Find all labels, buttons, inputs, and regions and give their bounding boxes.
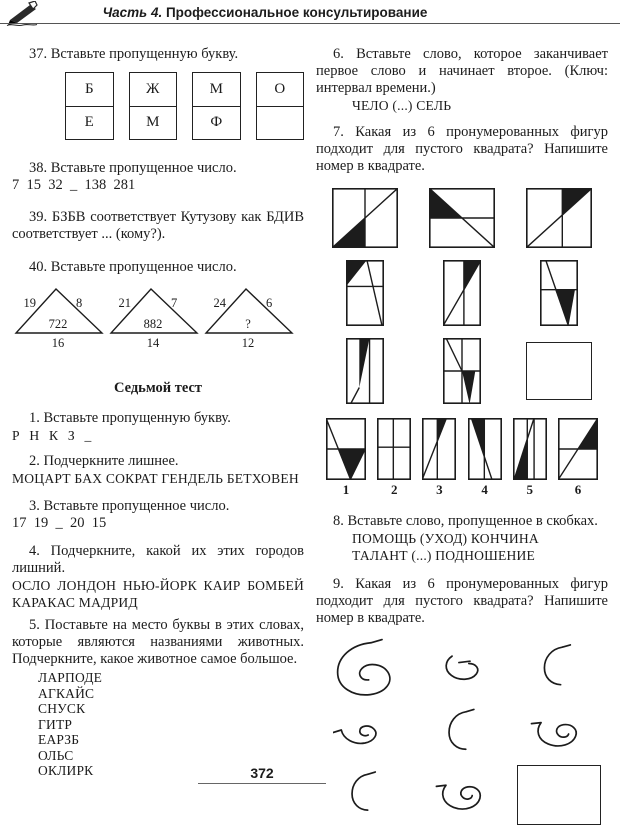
spiral-figure: [430, 768, 494, 822]
triangle-row: [14, 283, 304, 351]
puzzle-figure: [513, 418, 547, 480]
answer-figure: [326, 418, 366, 497]
domino-bottom-letter: М: [130, 106, 177, 140]
spiral-grid-cell: [527, 707, 591, 759]
question-6-words: ЧЕЛО (...) СЕЛЬ: [352, 98, 452, 113]
puzzle-grid-q7: [316, 188, 608, 404]
domino-top-letter: О: [274, 80, 286, 97]
question-6: 6. Вставьте слово, которое заканчивает первое слово и начинает второе. (Ключ: интервал времени.): [316, 46, 608, 96]
spiral-figure: [532, 641, 586, 697]
domino-box: [192, 72, 241, 140]
animal-word: ОЛЬС: [38, 747, 74, 763]
puzzle-figure: [443, 338, 481, 404]
empty-answer-square: [526, 342, 592, 400]
domino-row: [65, 72, 304, 140]
question-4-options: ОСЛО ЛОНДОН НЬЮ-ЙОРК КАИР БОМБЕЙ КАРАКАС МАДРИД: [12, 578, 304, 610]
chapter-title: Профессиональное консультирование: [165, 5, 428, 20]
puzzle-figure: [422, 418, 456, 480]
domino-box: [256, 72, 305, 140]
animal-word: ОКЛИРК: [38, 763, 94, 778]
question-38: 38. Вставьте пропущенное число.: [29, 160, 237, 176]
animal-word: ЛАРПОДЕ: [38, 670, 103, 685]
puzzle-grid-cell: [443, 260, 481, 326]
svg-text:24: 24: [213, 296, 226, 310]
question-8: 8. Вставьте слово, пропущенное в скобках.: [333, 513, 598, 529]
puzzle-figure: [346, 260, 384, 326]
puzzle-figure: [377, 418, 411, 480]
puzzle-figure: [326, 418, 366, 480]
svg-text:12: 12: [241, 336, 255, 350]
puzzle-grid-cell: [429, 188, 495, 248]
animal-word: ЕАРЗБ: [38, 732, 80, 747]
svg-text:7: 7: [171, 296, 178, 310]
puzzle-grid-cell: [526, 188, 592, 248]
animal-word: СНУСК: [38, 701, 86, 716]
question-39: 39. БЗБВ соответствует Кутузову как БДИВ соответствует ... (кому?).: [12, 209, 304, 242]
question-1-letters: Р Н К З _: [12, 428, 92, 443]
empty-answer-square: [517, 765, 601, 825]
svg-text:8: 8: [76, 296, 83, 310]
spiral-grid-cell: [532, 641, 586, 697]
page-header: [0, 5, 530, 20]
answer-figure-number: 6: [574, 482, 582, 497]
question-3: 3. Вставьте пропущенное число.: [29, 498, 230, 514]
question-3-sequence: 17 19 _ 20 15: [12, 515, 107, 531]
page-number: 372: [198, 765, 326, 784]
puzzle-figure: [468, 418, 502, 480]
domino-box: [65, 72, 114, 140]
animal-word: АГКАЙС: [38, 685, 95, 701]
spiral-figure: [338, 767, 392, 823]
domino-top-letter: Б: [84, 80, 94, 97]
spiral-grid-cell: [430, 768, 494, 822]
puzzle-figure: [332, 188, 398, 248]
svg-text:16: 16: [51, 336, 65, 350]
header-rule: [0, 23, 620, 24]
answer-figure-row: [326, 418, 598, 497]
puzzle-grid-cell: [346, 338, 384, 404]
svg-text:?: ?: [245, 317, 251, 331]
answer-figure: [422, 418, 456, 497]
puzzle-grid-cell: [540, 260, 578, 326]
spiral-figure: [333, 708, 397, 758]
question-5: 5. Поставьте на место буквы в этих словах, которые являются названиями животных. Подчеркните, какое животное самое большое.: [12, 617, 304, 667]
question-8-line2: ТАЛАНТ (...) ПОДНОШЕНИЕ: [352, 548, 536, 563]
spiral-figure: [328, 637, 402, 701]
answer-figure-number: 2: [390, 482, 398, 497]
domino-bottom-letter: Е: [66, 106, 113, 140]
question-1: 1. Вставьте пропущенную букву.: [29, 410, 231, 426]
question-4: 4. Подчеркните, какой их этих городов лишний.: [12, 543, 304, 576]
domino-top-letter: М: [209, 80, 223, 97]
puzzle-figure: [346, 338, 384, 404]
svg-text:6: 6: [266, 296, 273, 310]
question-37: 37. Вставьте пропущенную букву.: [29, 46, 239, 62]
domino-top-letter: Ж: [146, 80, 160, 97]
spiral-figure: [527, 707, 591, 759]
answer-figure: [468, 418, 502, 497]
part-label: Часть 4.: [102, 5, 163, 20]
spiral-grid-cell: [333, 708, 397, 758]
puzzle-figure: [429, 188, 495, 248]
puzzle-grid-cell: [526, 342, 592, 400]
svg-text:882: 882: [143, 317, 163, 331]
puzzle-figure: [540, 260, 578, 326]
puzzle-grid-cell: [443, 338, 481, 404]
test-section-title: Седьмой тест: [113, 380, 203, 396]
question-7: 7. Какая из 6 пронумерованных фигур подходит для пустого квадрата? Напишите номер в квадрате.: [316, 124, 608, 174]
spiral-grid-cell: [431, 646, 493, 692]
answer-figure: [377, 418, 411, 497]
domino-bottom-letter: [257, 106, 304, 140]
spiral-grid-cell: [338, 767, 392, 823]
svg-text:21: 21: [118, 296, 131, 310]
spiral-grid-cell: [328, 637, 402, 701]
spiral-grid-cell: [435, 705, 489, 761]
svg-text:722: 722: [48, 317, 68, 331]
svg-text:19: 19: [23, 296, 36, 310]
puzzle-grid-cell: [332, 188, 398, 248]
answer-figure: [513, 418, 547, 497]
answer-figure-number: 4: [481, 482, 488, 497]
question-8-line1: ПОМОЩЬ (УХОД) КОНЧИНА: [352, 531, 539, 546]
triangle-figure: [14, 283, 104, 351]
spiral-grid-cell: [517, 765, 601, 825]
puzzle-figure: [443, 260, 481, 326]
answer-figure-number: 3: [436, 482, 443, 497]
question-38-sequence: 7 15 32 _ 138 281: [12, 177, 136, 193]
question-40: 40. Вставьте пропущенное число.: [29, 259, 237, 275]
triangle-figure: [109, 283, 199, 351]
puzzle-grid-cell: [346, 260, 384, 326]
puzzle-grid-q9: [316, 637, 608, 825]
question-9: 9. Какая из 6 пронумерованных фигур подходит для пустого квадрата? Напишите номер в квадрате.: [316, 576, 608, 626]
domino-box: [129, 72, 178, 140]
animal-word: ГИТР: [38, 716, 73, 732]
domino-bottom-letter: Ф: [193, 106, 240, 140]
answer-figure: [558, 418, 598, 497]
spiral-figure: [435, 705, 489, 761]
left-column: [12, 28, 304, 779]
animal-word-list: [12, 670, 304, 779]
svg-text:14: 14: [146, 336, 160, 350]
spiral-figure: [431, 646, 493, 692]
right-column: [316, 28, 608, 825]
puzzle-figure: [558, 418, 598, 480]
question-2-options: МОЦАРТ БАХ СОКРАТ ГЕНДЕЛЬ БЕТХОВЕН: [12, 471, 299, 486]
triangle-figure: [204, 283, 294, 351]
answer-figure-number: 5: [526, 482, 533, 497]
answer-figure-number: 1: [342, 482, 350, 497]
question-2: 2. Подчеркните лишнее.: [29, 453, 179, 469]
puzzle-figure: [526, 188, 592, 248]
